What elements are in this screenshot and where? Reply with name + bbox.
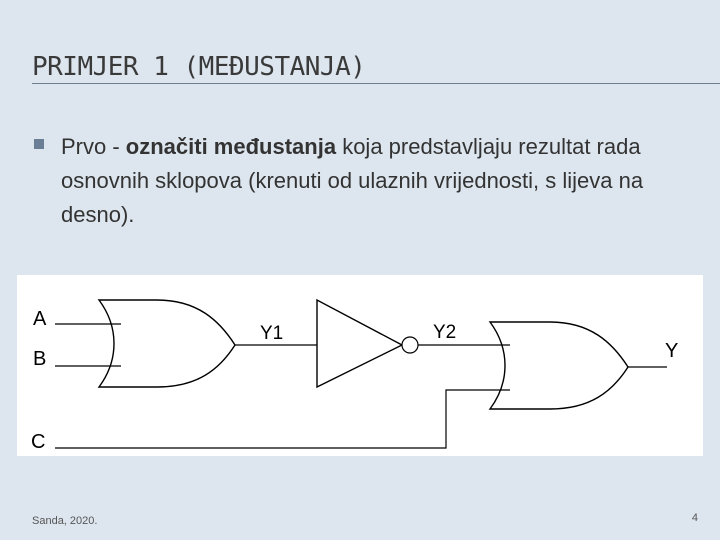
title-underline (32, 83, 720, 84)
bullet-square-icon (34, 139, 44, 149)
label-output-y: Y (665, 340, 679, 362)
logic-circuit-diagram (17, 275, 703, 456)
label-y1: Y1 (260, 323, 284, 344)
bullet-text (61, 130, 701, 232)
page-number: 4 (691, 512, 698, 524)
footer-text: Sanda, 2020. (32, 515, 98, 527)
bullet-text-part1: Prvo - (61, 134, 126, 159)
bullet-text-part2: koja predstavljaju rezultat rada osnovnih sklopova (krenuti od ulaznih vrijednosti, s lijeva na desno). (61, 134, 644, 227)
label-y2: Y2 (433, 322, 457, 343)
label-input-b: B (33, 348, 47, 370)
slide-title: PRIMJER 1 (MEĐUSTANJA) (32, 52, 366, 82)
label-input-a: A (33, 308, 47, 330)
bullet-text-bold: označiti međustanja (125, 134, 337, 159)
not-gate-bubble (402, 337, 418, 353)
label-input-c: C (31, 431, 46, 453)
